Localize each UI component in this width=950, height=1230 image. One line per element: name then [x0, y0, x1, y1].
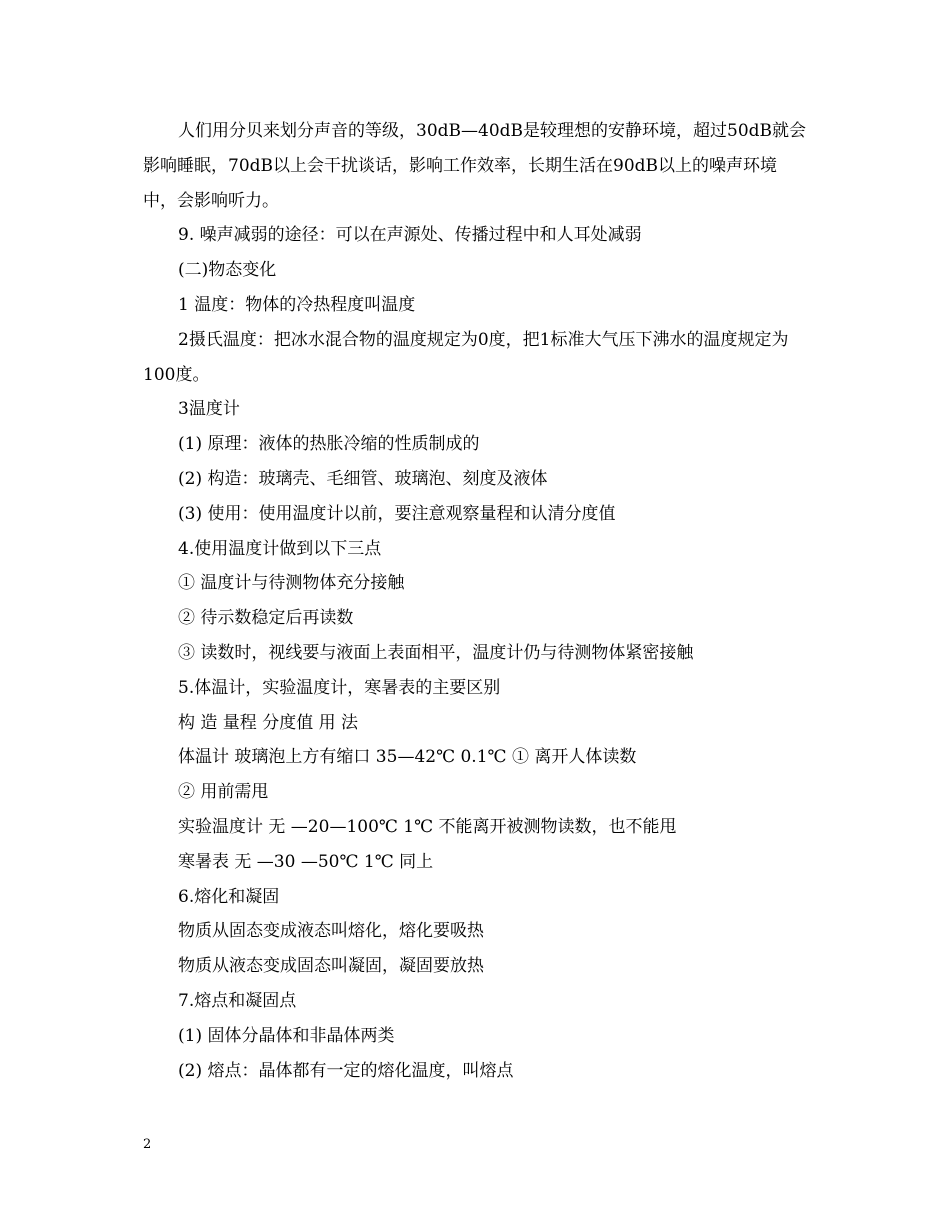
table-row-lab-thermometer: 实验温度计 无 —20—100℃ 1℃ 不能离开被测物读数，也不能甩: [178, 816, 677, 837]
page-number: 2: [143, 1137, 152, 1152]
list-item-solid-types: (1) 固体分晶体和非晶体两类: [178, 1025, 395, 1046]
paragraph-melting-solidification: 6.熔化和凝固: [178, 886, 280, 907]
document-body: [143, 114, 808, 1088]
paragraph-melting-point: 7.熔点和凝固点: [178, 990, 297, 1011]
paragraph-thermometer: 3温度计: [178, 399, 240, 420]
list-item-usage: (3) 使用：使用温度计以前，要注意观察量程和认清分度值: [178, 503, 616, 524]
table-header-row: 构 造 量程 分度值 用 法: [178, 712, 359, 733]
section-heading-state-change: (二)物态变化: [178, 260, 277, 281]
paragraph-temperature: 1 温度：物体的冷热程度叫温度: [178, 294, 416, 315]
list-item-point-1: ① 温度计与待测物体充分接触: [178, 573, 405, 594]
table-row-weather-thermometer: 寒暑表 无 —30 —50℃ 1℃ 同上: [178, 851, 434, 872]
paragraph-thermometer-differences: 5.体温计，实验温度计，寒暑表的主要区别: [178, 677, 501, 698]
paragraph-noise-levels: 人们用分贝来划分声音的等级，30dB—40dB是较理想的安静环境，超过50dB就会影响睡眠，70dB以上会干扰谈话，影响工作效率，长期生活在90dB以上的噪声环境中，会影响听力。: [143, 121, 807, 211]
paragraph-melting-definition: 物质从固态变成液态叫熔化，熔化要吸热: [178, 921, 484, 942]
list-item-point-2: ② 待示数稳定后再读数: [178, 608, 354, 629]
paragraph-noise-reduction: 9. 噪声减弱的途径：可以在声源处、传播过程中和人耳处减弱: [178, 225, 642, 246]
paragraph-celsius: 2摄氏温度：把冰水混合物的温度规定为0度，把1标准大气压下沸水的温度规定为100度。: [143, 329, 789, 385]
list-item-principle: (1) 原理：液体的热胀冷缩的性质制成的: [178, 434, 480, 455]
list-item-point-3: ③ 读数时，视线要与液面上表面相平，温度计仍与待测物体紧密接触: [178, 642, 694, 663]
table-row-clinical-thermometer: 体温计 玻璃泡上方有缩口 35—42℃ 0.1℃ ① 离开人体读数: [178, 747, 637, 768]
paragraph-solidification-definition: 物质从液态变成固态叫凝固，凝固要放热: [178, 956, 484, 977]
paragraph-three-points: 4.使用温度计做到以下三点: [178, 538, 382, 559]
list-item-melting-point-def: (2) 熔点：晶体都有一定的熔化温度，叫熔点: [178, 1060, 514, 1081]
table-row-clinical-thermometer-cont: ② 用前需甩: [178, 782, 269, 803]
list-item-structure: (2) 构造：玻璃壳、毛细管、玻璃泡、刻度及液体: [178, 468, 548, 489]
